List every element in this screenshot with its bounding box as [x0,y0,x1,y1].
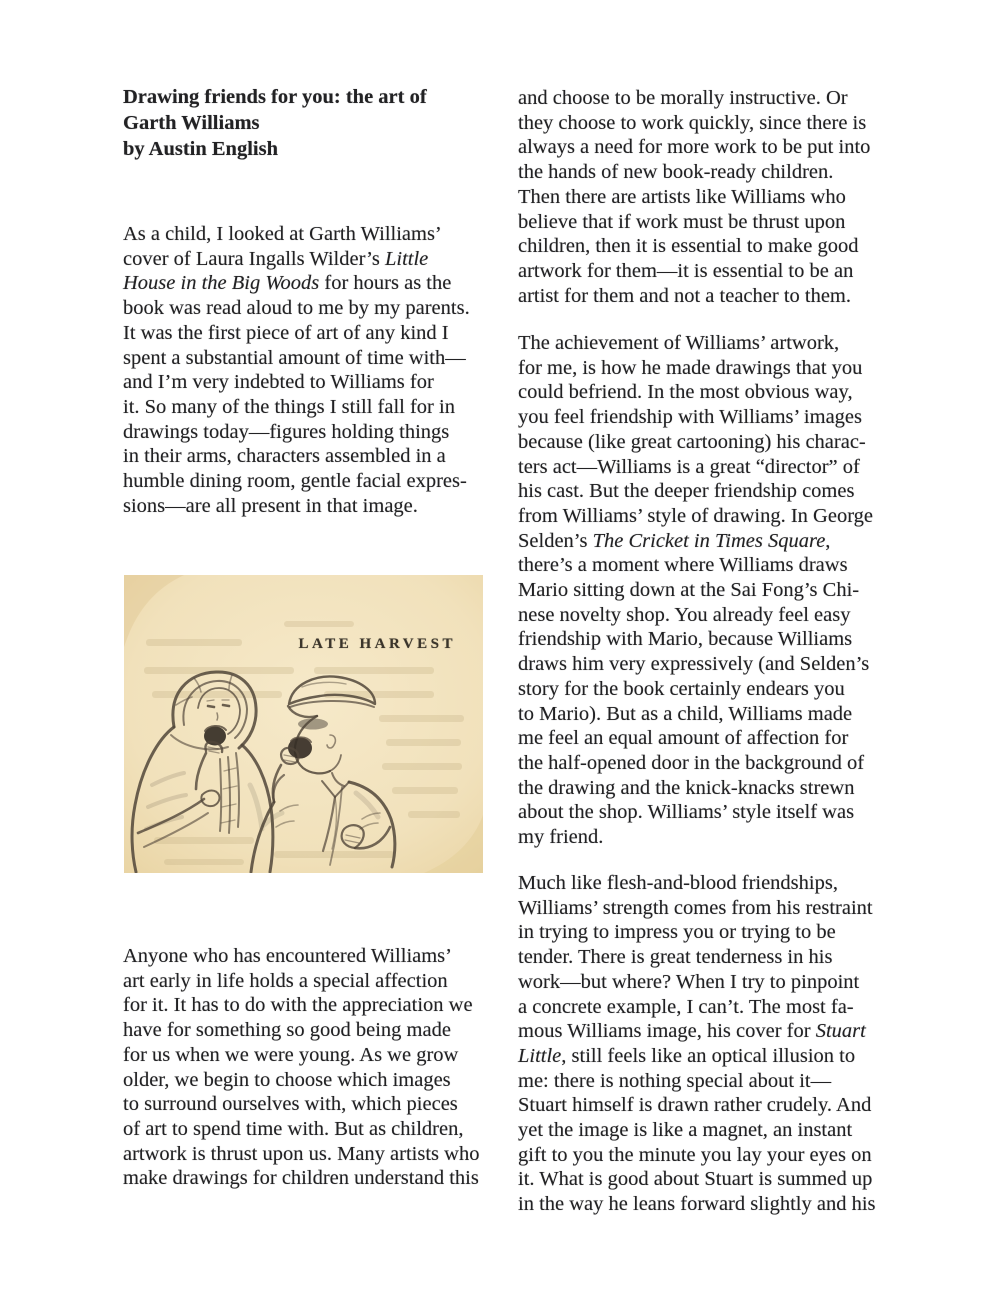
text-line: book was read aloud to me by my parents. [123,297,470,320]
text-line: about the shop. Williams’ style itself was [518,801,855,824]
text-line: to Mario). But as a child, Williams made [518,702,853,725]
left-column-paragraph-1 [123,222,470,518]
text-line: have for something so good being made [123,1019,451,1042]
text-line: you feel friendship with Williams’ images [518,406,862,429]
text-line: for us when we were young. As we grow [123,1043,459,1066]
text-line: work—but where? When I try to pinpoint [518,970,860,993]
text-line: cover of Laura Ingalls Wilder’s Little [123,247,429,270]
illustration-caption: LATE HARVEST [298,636,456,652]
text-line: House in the Big Woods for hours as the [123,272,452,295]
text-line: of art to spend time with. But as children, [123,1117,464,1140]
text-line: sions—are all present in that image. [123,494,418,517]
text-line: Stuart himself is drawn rather crudely. And [518,1094,872,1117]
text-line: in their arms, characters assembled in a [123,445,446,468]
text-line: spent a substantial amount of time with— [123,346,466,369]
text-line: draws him very expressively (and Selden’s [518,653,870,676]
text-line: As a child, I looked at Garth Williams’ [123,223,442,245]
text-line: for it. It has to do with the appreciation we [123,994,473,1017]
text-line: yet the image is like a magnet, an instant [518,1119,853,1142]
text-line: mous Williams image, his cover for Stuart [518,1020,866,1043]
text-line: it. So many of the things I still fall for in [123,395,455,418]
text-line: The achievement of Williams’ artwork, [518,332,840,354]
text-line: artwork is thrust upon us. Many artists who [123,1142,480,1165]
text-line: humble dining room, gentle facial expres- [123,470,467,493]
text-line: older, we begin to choose which images [123,1068,451,1091]
left-column-paragraph-2 [123,944,479,1191]
text-line: Williams’ strength comes from his restraint [518,896,873,919]
text-line: me: there is nothing special about it— [518,1069,832,1092]
text-line: It was the first piece of art of any kind I [123,321,449,344]
text-line: because (like great cartooning) his charac- [518,430,866,453]
text-line: to surround ourselves with, which pieces [123,1093,458,1116]
text-line: there’s a moment where Williams draws [518,554,848,577]
text-line: story for the book certainly endears you [518,677,845,700]
text-line: Mario sitting down at the Sai Fong’s Chi- [518,579,860,602]
text-line: Drawing friends for you: the art of [123,86,427,108]
text-line: they choose to work quickly, since there is [518,111,867,134]
text-line: gift to you the minute you lay your eyes on [518,1143,872,1166]
late-harvest-illustration [124,575,483,873]
text-line: artwork for them—it is essential to be an [518,259,854,282]
text-line: art early in life holds a special affection [123,969,448,992]
text-line: Much like flesh-and-blood friendships, [518,872,838,894]
text-line: Then there are artists like Williams who [518,185,846,208]
text-line: believe that if work must be thrust upon [518,210,846,233]
article-title [123,84,427,162]
text-line: my friend. [518,826,604,849]
text-line: me feel an equal amount of affection for [518,727,849,750]
text-line: Selden’s The Cricket in Times Square, [518,529,831,552]
text-line: friendship with Mario, because Williams [518,628,853,651]
text-line: from Williams’ style of drawing. In George [518,504,873,527]
text-line: and I’m very indebted to Williams for [123,371,434,394]
text-line: the drawing and the knick-knacks strewn [518,776,855,799]
text-line: the hands of new book-ready children. [518,161,834,184]
text-line: Little, still feels like an optical illusion to [518,1044,856,1067]
text-line: tender. There is great tenderness in his [518,946,833,969]
text-line: Garth Williams [123,112,260,134]
text-line: the half-opened door in the background of [518,751,865,774]
text-line: in trying to impress you or trying to be [518,921,836,944]
text-line: it. What is good about Stuart is summed up [518,1168,873,1191]
text-line: by Austin English [123,138,278,160]
text-line: always a need for more work to be put into [518,136,871,159]
text-line: nese novelty shop. You already feel easy [518,603,851,626]
text-line: a concrete example, I can’t. The most fa- [518,995,854,1018]
right-column-paragraph-3 [518,871,876,1217]
text-line: and choose to be morally instructive. Or [518,87,848,109]
text-line: ters act—Williams is a great “director” of [518,455,860,478]
text-line: Anyone who has encountered Williams’ [123,945,452,967]
right-column-paragraph-1 [518,86,870,308]
text-line: children, then it is essential to make good [518,235,859,258]
text-line: his cast. But the deeper friendship comes [518,480,855,503]
text-line: in the way he leans forward slightly and his [518,1193,876,1216]
text-line: could befriend. In the most obvious way, [518,381,853,404]
right-column-paragraph-2 [518,331,873,850]
text-line: make drawings for children understand this [123,1167,479,1190]
text-line: drawings today—figures holding things [123,420,450,443]
text-line: artist for them and not a teacher to them. [518,284,852,307]
text-line: for me, is how he made drawings that you [518,356,863,379]
late-harvest-sketch [124,575,483,873]
